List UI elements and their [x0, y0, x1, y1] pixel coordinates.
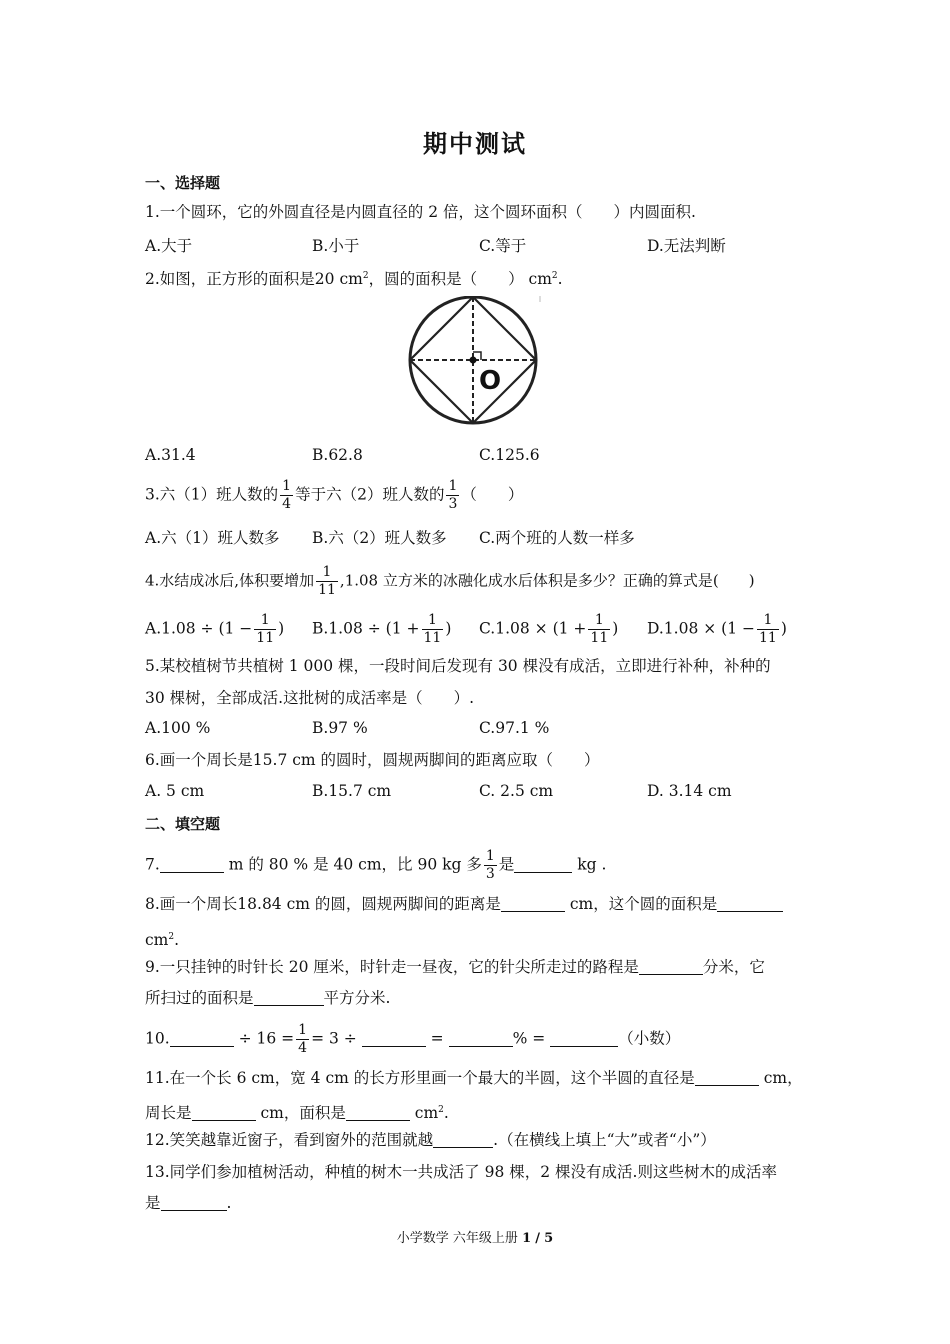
option-b[interactable] — [312, 612, 451, 647]
question-11-text-2: 周长是 — [145, 1104, 192, 1123]
question-4 — [145, 564, 755, 599]
option-a[interactable]: A.100 % — [145, 719, 211, 737]
question-2-options — [145, 446, 825, 470]
option-close: ) — [780, 619, 787, 638]
option-close: ) — [445, 619, 452, 638]
question-8-text: 8.画一个周长18.84 cm 的圆，圆规两脚间的距离是 — [145, 895, 501, 913]
question-1: 1.一个圆环，它的外圆直径是内圆直径的 2 倍，这个圆环面积（ ）内圆面积. — [145, 203, 696, 221]
fraction — [757, 612, 779, 647]
question-11-line-1 — [145, 1068, 803, 1088]
question-12 — [145, 1130, 716, 1150]
circle-square-figure — [400, 296, 550, 431]
question-9-line-2 — [145, 988, 390, 1008]
numerator: 1 — [282, 478, 292, 494]
option-a[interactable]: A.31.4 — [145, 446, 196, 464]
fraction — [316, 564, 338, 599]
option-b[interactable]: B.六（2）班人数多 — [312, 529, 447, 547]
footer-page-total: 5 — [544, 1231, 554, 1246]
question-3-end: （ ） — [461, 485, 524, 504]
option-d[interactable]: D. 3.14 cm — [647, 782, 732, 800]
option-a[interactable] — [145, 612, 284, 647]
section-heading-fill: 二、填空题 — [145, 815, 221, 833]
question-3-mid: 等于六（2）班人数的 — [295, 485, 445, 504]
option-close: ) — [612, 619, 619, 638]
answer-blank[interactable] — [695, 1069, 759, 1086]
question-11-unit: cm， — [763, 1069, 803, 1087]
option-text: B.1.08 ÷ (1 + — [312, 619, 420, 638]
answer-blank[interactable] — [192, 1104, 256, 1121]
option-text: A.1.08 ÷ (1 − — [145, 619, 253, 638]
option-b[interactable]: B.15.7 cm — [312, 782, 392, 800]
question-13-end: . — [226, 1194, 232, 1212]
question-4-end: ,1.08 立方米的冰融化成水后体积是多少？正确的算式是( ) — [339, 571, 755, 590]
question-5-line-2: 30 棵树，全部成活.这批树的成活率是（ ）. — [145, 689, 475, 707]
question-8-end: . — [174, 931, 180, 950]
answer-blank[interactable] — [514, 856, 572, 873]
denominator: 3 — [448, 496, 458, 512]
question-7-number: 7. — [145, 855, 160, 874]
question-6: 6.画一个周长是15.7 cm 的圆时，圆规两脚间的距离应取（ ） — [145, 751, 600, 769]
question-2-mid: ，圆的面积是（ ） — [368, 270, 524, 289]
question-3-text: 3.六（1）班人数的 — [145, 485, 279, 504]
option-c[interactable]: C. 2.5 cm — [479, 782, 554, 800]
option-b[interactable]: B.小于 — [312, 237, 360, 255]
numerator: 1 — [588, 612, 610, 630]
answer-blank[interactable] — [550, 1030, 618, 1047]
option-a[interactable]: A.大于 — [145, 237, 193, 255]
figure-center-label: O — [479, 366, 502, 396]
question-13-line-2 — [145, 1193, 231, 1213]
question-11-area-unit: cm — [414, 1104, 439, 1123]
option-c[interactable]: C.两个班的人数一样多 — [479, 529, 635, 547]
question-10-divide: ÷ 16 = — [238, 1029, 295, 1048]
question-3 — [145, 478, 523, 513]
denominator: 11 — [423, 630, 442, 646]
question-12-text: 12.笑笑越靠近窗子，看到窗外的范围就越 — [145, 1131, 434, 1149]
option-c[interactable]: C.125.6 — [479, 446, 540, 464]
fraction — [296, 1022, 309, 1057]
option-d[interactable]: D.无法判断 — [647, 237, 726, 255]
question-11-end: . — [443, 1104, 449, 1123]
numerator: 1 — [316, 564, 338, 582]
fraction — [280, 478, 293, 513]
footer-subject: 小学数学 六年级上册 — [396, 1231, 518, 1246]
question-7-is: 是 — [498, 855, 515, 874]
question-10-eq2: = — [430, 1029, 444, 1048]
question-11-text: 11.在一个长 6 cm，宽 4 cm 的长方形里画一个最大的半圆，这个半圆的直径是 — [145, 1069, 695, 1087]
option-d[interactable] — [647, 612, 787, 647]
answer-blank[interactable] — [346, 1104, 410, 1121]
numerator: 1 — [757, 612, 779, 630]
fraction — [484, 848, 497, 883]
question-9-end-2: 平方分米. — [323, 989, 391, 1007]
question-12-end: .（在横线上填上“大”或者“小”） — [493, 1131, 716, 1149]
fraction — [588, 612, 610, 647]
answer-blank[interactable] — [161, 1194, 227, 1211]
numerator: 1 — [298, 1022, 308, 1038]
question-1-options — [145, 234, 825, 258]
question-4-options — [145, 612, 825, 648]
question-2-end: . — [557, 270, 563, 289]
question-13-line-1: 13.同学们参加植树活动，种植的树木一共成活了 98 棵，2 棵没有成活.则这些树木的成活率 — [145, 1163, 777, 1181]
section-heading-choice: 一、选择题 — [145, 174, 221, 192]
option-b[interactable]: B.97 % — [312, 719, 368, 737]
answer-blank[interactable] — [501, 895, 565, 912]
option-a[interactable]: A.六（1）班人数多 — [145, 529, 280, 547]
question-2-unit-exponent: 2 — [551, 271, 558, 281]
question-9-end: 分米，它 — [702, 958, 765, 976]
question-9-text: 9.一只挂钟的时针长 20 厘米，时针走一昼夜，它的针尖所走过的路程是 — [145, 958, 639, 976]
question-2-unit: cm — [528, 270, 552, 289]
option-c[interactable]: C.97.1 % — [479, 719, 550, 737]
answer-blank[interactable] — [639, 958, 703, 975]
question-10-number: 10. — [145, 1029, 170, 1048]
fraction — [446, 478, 459, 513]
question-2 — [145, 266, 563, 289]
denominator: 11 — [590, 630, 609, 646]
question-10 — [145, 1022, 680, 1057]
question-8-line-1 — [145, 894, 783, 914]
question-11-line-2 — [145, 1100, 449, 1123]
numerator: 1 — [422, 612, 444, 630]
denominator: 11 — [256, 630, 275, 646]
question-8-unit-exponent: 2 — [168, 932, 175, 942]
fraction — [254, 612, 276, 647]
question-4-text: 4.水结成冰后,体积要增加 — [145, 571, 315, 590]
question-7-unit: kg . — [577, 855, 607, 874]
question-9-text-2: 所扫过的面积是 — [145, 989, 254, 1007]
figure-center-point — [470, 357, 477, 364]
question-8-unit: cm — [145, 931, 169, 950]
question-7 — [145, 848, 606, 883]
numerator: 1 — [448, 478, 458, 494]
question-11-mid: cm，面积是 — [260, 1104, 346, 1123]
option-text: C.1.08 × (1 + — [479, 619, 587, 638]
page-footer — [0, 1227, 950, 1246]
option-b[interactable]: B.62.8 — [312, 446, 363, 464]
question-11-exponent: 2 — [438, 1105, 444, 1115]
question-8-mid: cm，这个圆的面积是 — [569, 895, 718, 913]
option-a[interactable]: A. 5 cm — [145, 782, 205, 800]
option-c[interactable]: C.等于 — [479, 237, 527, 255]
answer-blank[interactable] — [717, 895, 783, 912]
footer-separator: / — [535, 1231, 541, 1246]
question-5-line-1: 5.某校植树节共植树 1 000 棵，一段时间后发现有 30 棵没有成活，立即进行补种，补种的 — [145, 657, 771, 675]
answer-blank[interactable] — [433, 1131, 493, 1148]
question-2-area-exponent: 2 — [362, 271, 369, 281]
question-10-note: （小数） — [618, 1029, 681, 1048]
question-13-text: 是 — [145, 1194, 161, 1212]
question-7-text: m 的 80 % 是 40 cm，比 90 kg 多 — [228, 855, 482, 874]
question-2-area: 20 cm — [314, 270, 363, 289]
question-2-text: 2.如图，正方形的面积是 — [145, 270, 315, 289]
denominator: 11 — [318, 582, 336, 598]
footer-page-number: 1 — [522, 1231, 532, 1246]
question-8-line-2 — [145, 927, 179, 950]
denominator: 11 — [758, 630, 777, 646]
denominator: 4 — [282, 496, 292, 512]
option-close: ) — [278, 619, 285, 638]
question-10-eq: = 3 ÷ — [311, 1029, 357, 1048]
question-3-options — [145, 526, 825, 550]
figure-svg — [400, 296, 550, 431]
denominator: 3 — [485, 866, 495, 882]
option-text: D.1.08 × (1 − — [647, 619, 755, 638]
answer-blank[interactable] — [160, 856, 224, 873]
answer-blank[interactable] — [170, 1030, 234, 1047]
option-c[interactable] — [479, 612, 618, 647]
question-10-percent: % = — [512, 1029, 546, 1048]
denominator: 4 — [298, 1040, 308, 1056]
numerator: 1 — [254, 612, 276, 630]
fraction — [422, 612, 444, 647]
numerator: 1 — [485, 848, 495, 864]
answer-blank[interactable] — [362, 1030, 426, 1047]
question-5-options — [145, 719, 825, 743]
answer-blank[interactable] — [254, 989, 324, 1006]
question-6-options — [145, 782, 825, 806]
question-9-line-1 — [145, 957, 765, 977]
answer-blank[interactable] — [449, 1030, 513, 1047]
page-title: 期中测试 — [423, 129, 527, 158]
